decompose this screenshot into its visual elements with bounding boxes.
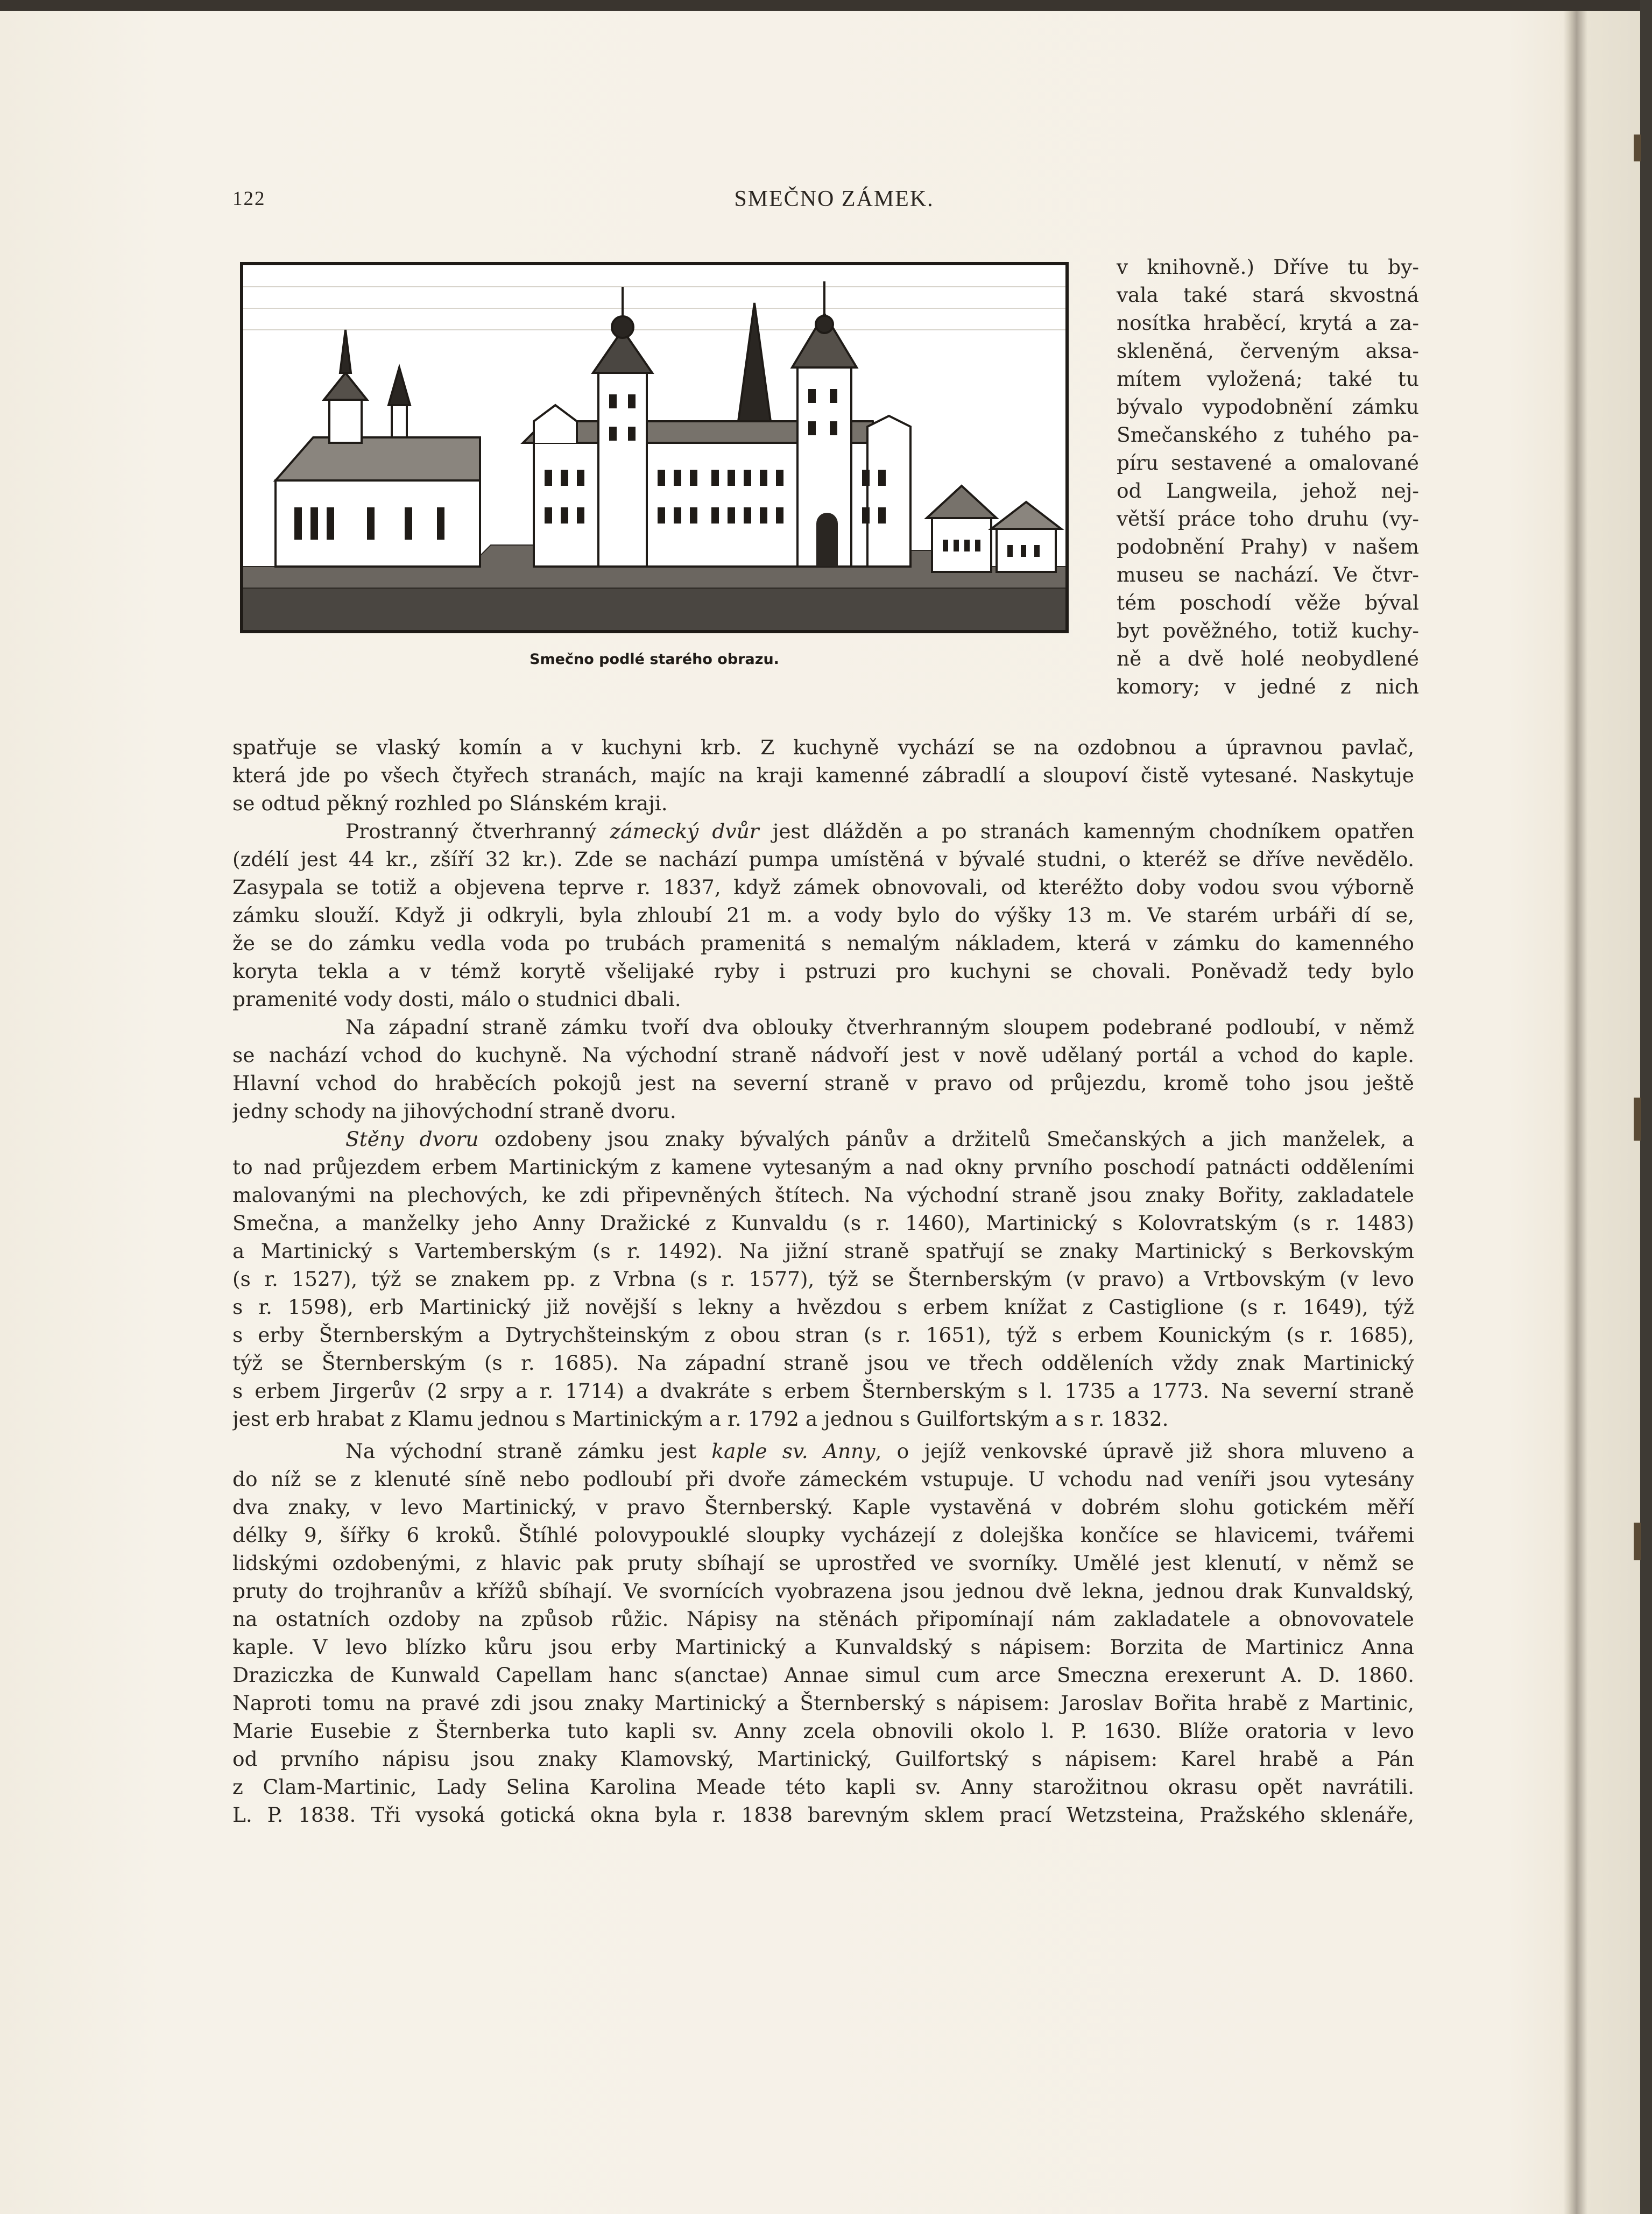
text-line: L. P. 1838. Tři vysoká gotická okna byla r. 1838 barevným sklem prací Wetzsteina, Pražského sklenáře,: [232, 1803, 1414, 1827]
text-line: ně a dvě holé neobydlené: [1117, 647, 1419, 670]
paragraph-gap: [232, 1433, 1414, 1437]
italic-phrase: Stěny dvoru: [345, 1127, 479, 1151]
text-line: Zasypala se totiž a objevena teprve r. 1837, když zámek obnovovali, od kteréžto doby vodou svou výborně: [232, 875, 1414, 899]
text-line: Naproti tomu na pravé zdi jsou znaky Martinický a Šternberský s nápisem: Jaroslav Bořita hrabě z Martinic,: [232, 1691, 1414, 1715]
text-line: sklenĕná, červeným aksa-: [1117, 339, 1419, 363]
text-line: Smečanského z tuhého pa-: [1117, 423, 1419, 447]
text-line: byt pověžného, totiž kuchy-: [1117, 619, 1419, 642]
text-line: dva znaky, v levo Martinický, v pravo Šternberský. Kaple vystavěná v dobrém slohu gotickém měří: [232, 1495, 1414, 1519]
text-line: z Clam-Martinic, Lady Selina Karolina Meade této kapli sv. Anny starožitnou okrasu opět navrátili.: [232, 1775, 1414, 1799]
castle-illustration: [240, 262, 1069, 633]
running-head: SMEČNO ZÁMEK.: [734, 187, 934, 211]
text-line: s r. 1598), erb Martinický již novější s lekny a hvězdou s erbem knížat z Castiglione (s r. 1649), týž: [232, 1295, 1414, 1319]
text-line: Smečna, a manželky jeho Anny Dražické z Kunvaldu (s r. 1460), Martinický s Kolovratským (s r. 1483): [232, 1211, 1414, 1235]
text-line: pramenité vody dosti, málo o studnici dbali.: [232, 987, 681, 1011]
text-line: píru sestavené a omalované: [1117, 451, 1419, 475]
text-line: museu se nachází. Ve čtvr-: [1117, 563, 1419, 586]
figure-caption: Smečno podlé starého obrazu.: [530, 651, 779, 668]
text-line: a Martinický s Vartemberským (s r. 1492). Na jižní straně spatřují se znaky Martinický s Berkovským: [232, 1239, 1414, 1263]
text-line: komory; v jedné z nich: [1117, 675, 1419, 698]
text-line: týž se Šternberským (s r. 1685). Na západní straně jsou ve třech odděleních vždy znak Martinický: [232, 1351, 1414, 1375]
text-line: v knihovně.) Dříve tu by-: [1117, 255, 1419, 279]
text-line: pruty do trojhranův a křížů sbíhají. Ve svornících vyobrazena jsou jednou dvě lekna, jednou drak Kunvaldský,: [232, 1579, 1414, 1603]
text-line: délky 9, šířky 6 kroků. Štíhlé polovypouklé sloupky vycházejí z dolejška končíce se hlavicemi, tvářemi: [232, 1523, 1414, 1547]
binding-mark: [1634, 135, 1641, 161]
text-line: větší práce toho druhu (vy-: [1117, 507, 1419, 530]
text-line: Stěny dvoru ozdobeny jsou znaky bývalých pánův a držitelů Smečanských a jich manželek, a: [345, 1127, 1414, 1151]
text-line: do níž se z klenuté síně nebo podloubí při dvoře zámeckém vstupuje. U vchodu nad veníři jsou vytesány: [232, 1467, 1414, 1491]
text-line: že se do zámku vedla voda po trubách pramenitá s nemalým nákladem, která v zámku do kamenného: [232, 931, 1414, 955]
text-line: tém poschodí věže býval: [1117, 591, 1419, 614]
text-line: zámku slouží. Když ji odkryli, byla zhloubí 21 m. a vody bylo do výšky 13 m. Ve starém urbáři dí se,: [232, 903, 1414, 927]
text-line: lidskými ozdobenými, z hlavic pak pruty sbíhají se uprostřed ve svorníky. Umělé jest klenutí, v němž se: [232, 1551, 1414, 1575]
text-line: se nachází vchod do kuchyně. Na východní straně nádvoří jest v nově udělaný portál a vchod do kaple.: [232, 1043, 1414, 1067]
italic-phrase: zámecký dvůr: [610, 819, 759, 843]
text-line: na ostatních ozdoby na způsob růžic. Nápisy na stěnách připomínají nám zakladatele a obnovovatele: [232, 1607, 1414, 1631]
page-number: 122: [232, 188, 266, 210]
text-line: (s r. 1527), týž se znakem pp. z Vrbna (s r. 1577), týž se Šternberským (v pravo) a Vrtbovským (v levo: [232, 1267, 1414, 1291]
text-line: Hlavní vchod do hraběcích pokojů jest na severní straně v pravo od průjezdu, kromě toho jsou ještě: [232, 1071, 1414, 1095]
text-line: Na východní straně zámku jest kaple sv. Anny, o jejíž venkovské úpravě již shora mluveno a: [345, 1439, 1414, 1463]
text-line: bývalo vypodobnění zámku: [1117, 395, 1419, 419]
binding-mark: [1634, 1523, 1641, 1560]
binding-mark: [1634, 1098, 1641, 1141]
castle-woodcut: [243, 265, 1065, 630]
text-line: nosítka hraběcí, krytá a za-: [1117, 311, 1419, 335]
text-line: Draziczka de Kunwald Capellam hanc s(anctae) Annae simul cum arce Smeczna erexerunt A. D. 1860.: [232, 1663, 1414, 1687]
italic-phrase: kaple sv. Anny: [711, 1439, 876, 1463]
text-line: s erbem Jirgerův (2 srpy a r. 1714) a dvakráte s erbem Šternberským s l. 1735 a 1773. Na severní straně: [232, 1379, 1414, 1403]
text-line: jedny schody na jihovýchodní straně dvoru.: [232, 1099, 676, 1123]
text-line: se odtud pěkný rozhled po Slánském kraji.: [232, 791, 668, 815]
text-line: od Langweila, jehož nej-: [1117, 479, 1419, 503]
text-line: od prvního nápisu jsou znaky Klamovský, Martinický, Guilfortský s nápisem: Karel hrabě a Pán: [232, 1747, 1414, 1771]
text-line: která jde po všech čtyřech stranách, majíc na kraji kamenné zábradlí a sloupoví čistě vytesané. Naskytuje: [232, 763, 1414, 787]
body-text: [232, 733, 1414, 1829]
text-line: Na západní straně zámku tvoří dva oblouky čtverhranným sloupem podebrané podloubí, v němž: [345, 1015, 1414, 1039]
text-line: spatřuje se vlaský komín a v kuchyni krb. Z kuchyně vychází se na ozdobnou a úpravnou pavlač,: [232, 735, 1414, 759]
side-column-text: [1117, 253, 1419, 701]
text-line: Marie Eusebie z Šternberka tuto kapli sv. Anny zcela obnovili okolo l. P. 1630. Blíže oratoria v levo: [232, 1719, 1414, 1743]
text-line: Prostranný čtverhranný zámecký dvůr jest dlážděn a po stranách kamenným chodníkem opatřen: [345, 819, 1414, 843]
scan-right-edge: [1640, 0, 1652, 2214]
text-line: koryta tekla a v témž korytě všelijaké ryby i pstruzi pro kuchyni se chovali. Poněvadž tedy bylo: [232, 959, 1414, 983]
text-line: malovanými na plechových, ke zdi připevněných štítech. Na východní straně jsou znaky Bořity, zakladatele: [232, 1183, 1414, 1207]
text-line: podobnění Prahy) v našem: [1117, 535, 1419, 558]
text-line: (zdélí jest 44 kr., zšíří 32 kr.). Zde se nachází pumpa umístěná v bývalé studni, o kteréž se dříve nevědělo.: [232, 847, 1414, 871]
text-line: jest erb hrabat z Klamu jednou s Martinickým a r. 1792 a jednou s Guilfortským a s r. 1832.: [232, 1407, 1169, 1431]
text-line: mítem vyložená; také tu: [1117, 367, 1419, 391]
text-line: kaple. V levo blízko kůru jsou erby Martinický a Kunvaldský s nápisem: Borzita de Martinicz Anna: [232, 1635, 1414, 1659]
text-line: s erby Šternberským a Dytrychšteinským z obou stran (s r. 1651), týž s erbem Kounickým (s r. 1685),: [232, 1323, 1414, 1347]
text-line: to nad průjezdem erbem Martinickým z kamene vytesaným a nad okny prvního poschodí patnácti odděleními: [232, 1155, 1414, 1179]
text-line: vala také stará skvostná: [1117, 283, 1419, 307]
